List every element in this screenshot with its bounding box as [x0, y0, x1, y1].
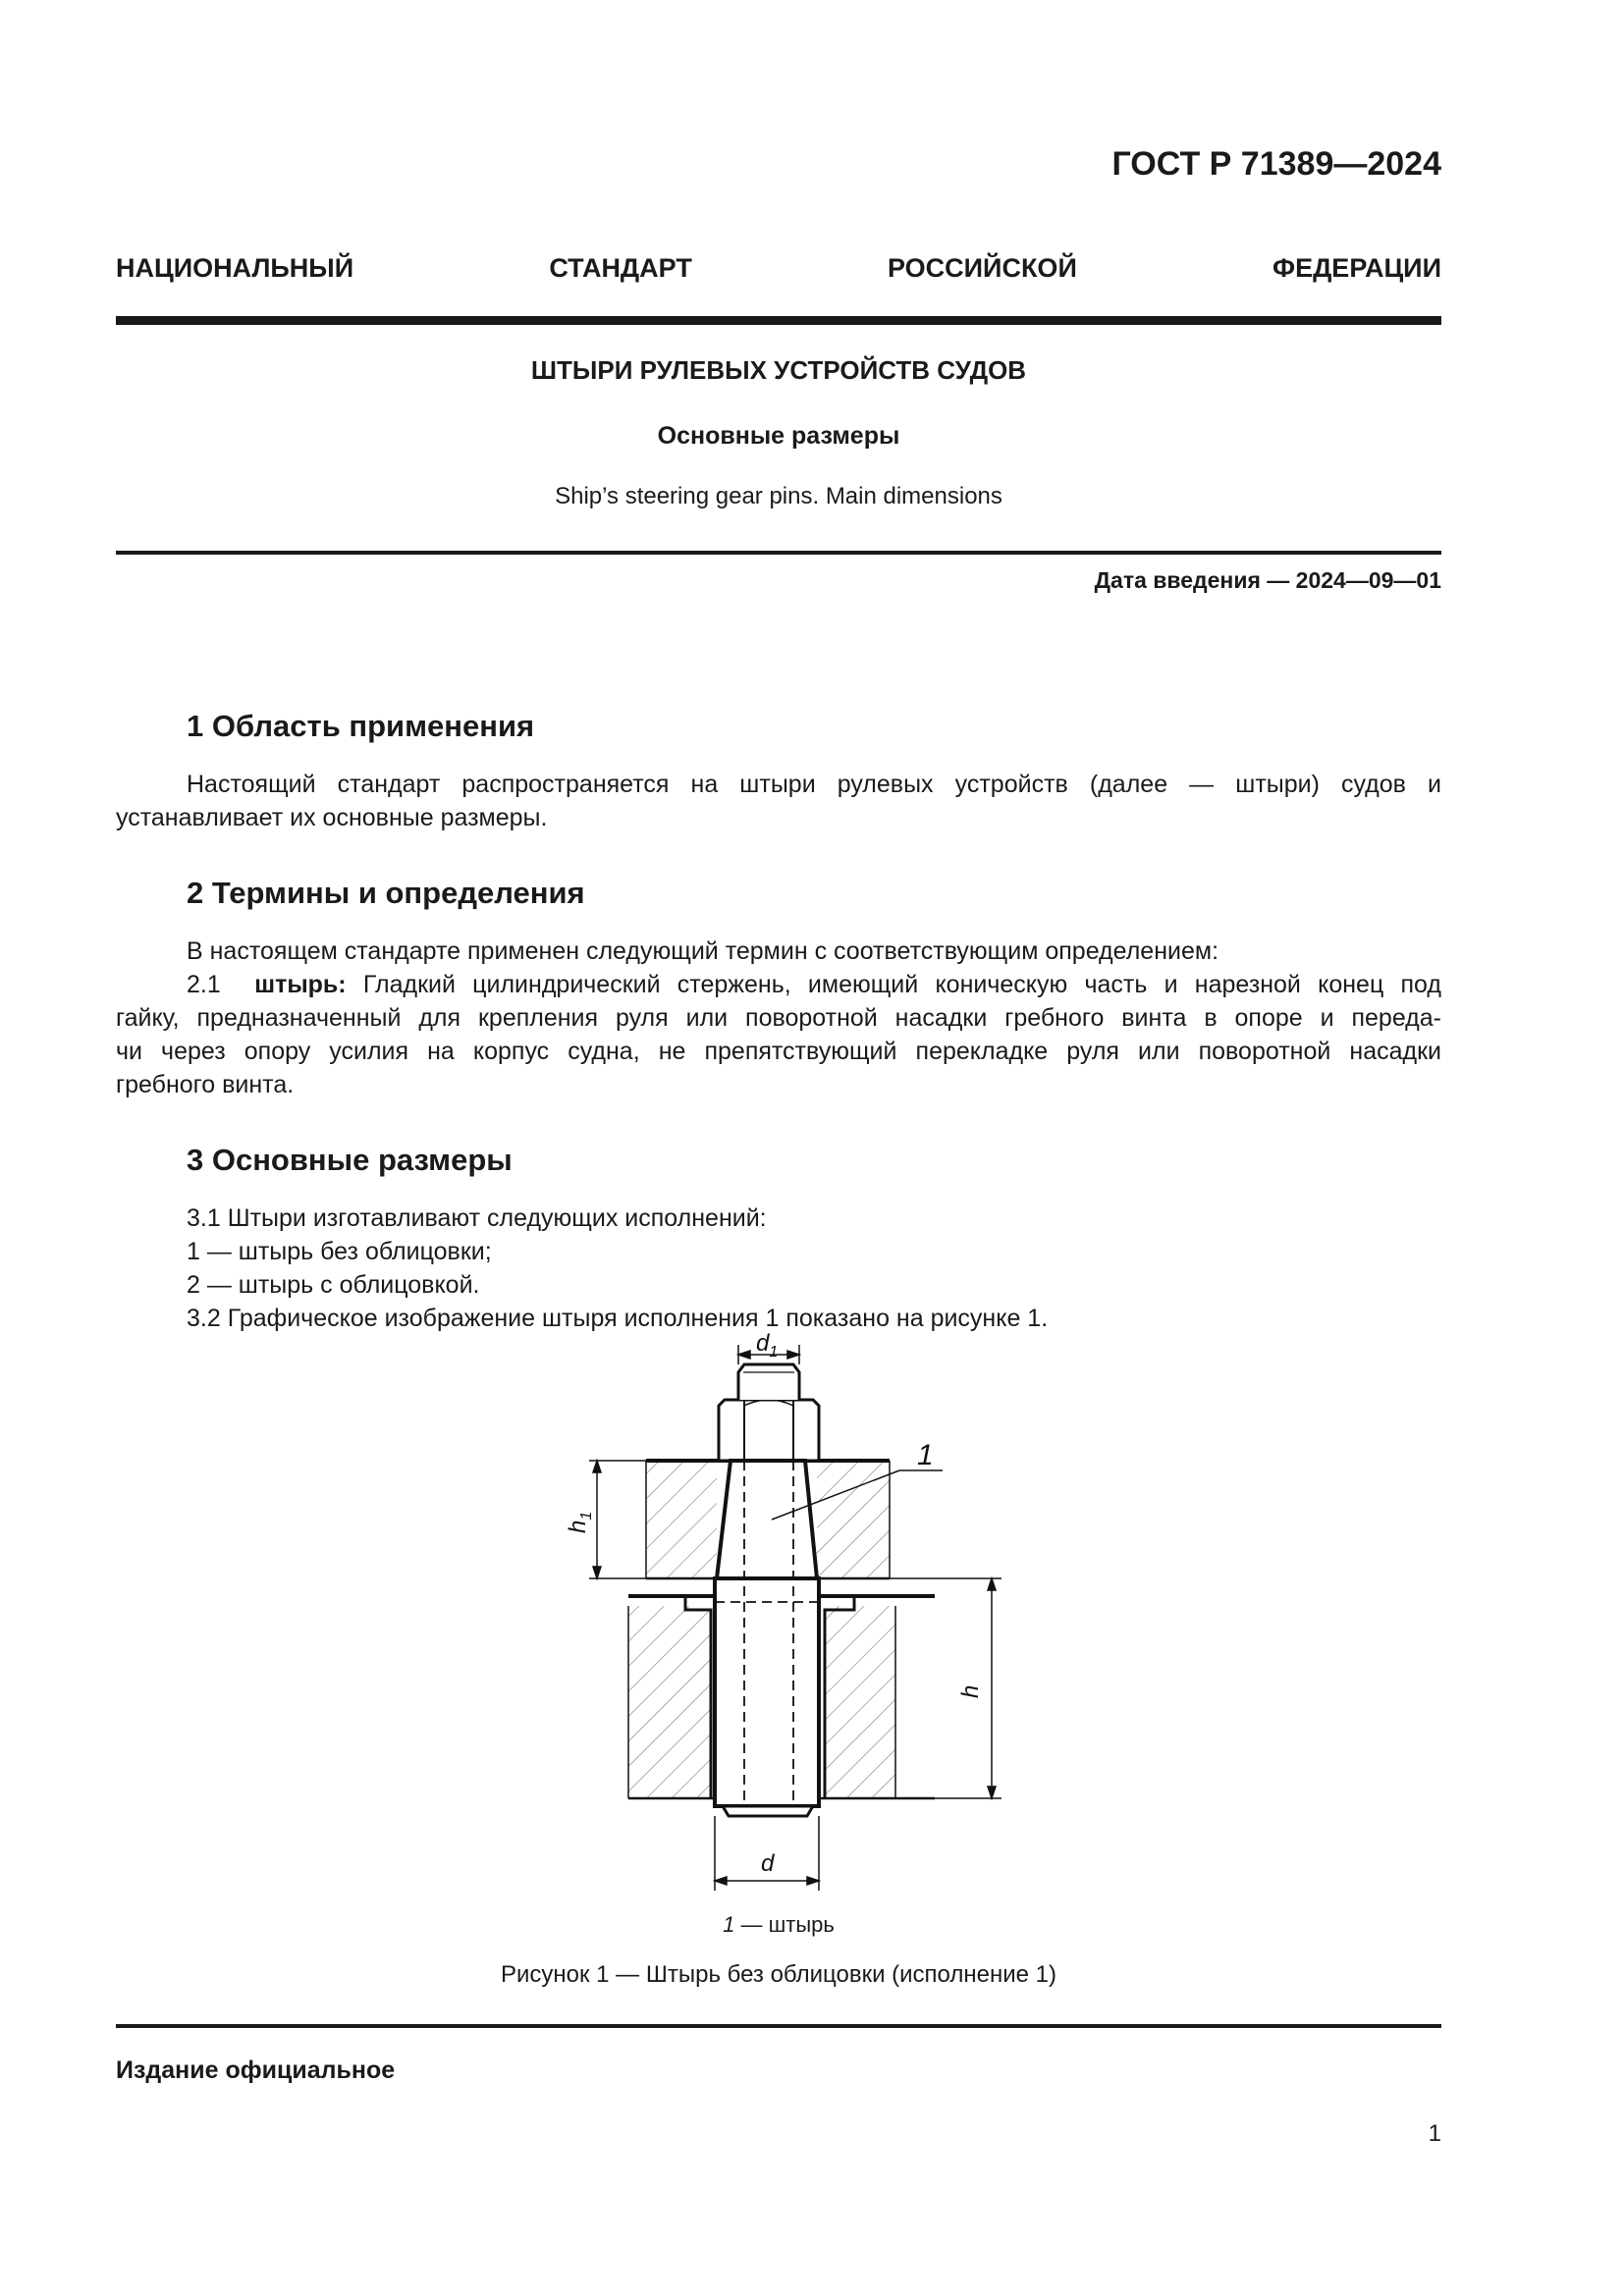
section-3-line-3: 2 — штырь с облицовкой.	[187, 1271, 480, 1299]
dimension-h	[890, 1578, 1001, 1798]
dimension-h1	[589, 1461, 646, 1578]
official-edition-label: Издание официальное	[116, 2056, 396, 2084]
figure-key-number: 1	[723, 1912, 735, 1937]
document-title-english: Ship’s steering gear pins. Main dimensions	[555, 483, 1002, 509]
term-definition-line-2: гайку, предназначенный для крепления руля или поворотной насадки гребного винта в опоре и переда-	[116, 1004, 1441, 1032]
term-definition-line-1	[187, 968, 1441, 1001]
section-2-heading: 2 Термины и определения	[187, 876, 585, 910]
figure-caption: Рисунок 1 — Штырь без облицовки (исполнение 1)	[500, 1961, 1056, 1988]
term: штырь:	[254, 971, 347, 998]
label-d: d	[761, 1850, 775, 1877]
section-1-heading: 1 Область применения	[187, 709, 535, 743]
section-1-text-line-2: устанавливает их основные размеры.	[116, 804, 548, 831]
standard-number: ГОСТ Р 71389—2024	[1111, 145, 1441, 183]
section-3-line-4: 3.2 Графическое изображение штыря исполнения 1 показано на рисунке 1.	[187, 1305, 1049, 1332]
conical-pin-part	[717, 1461, 817, 1578]
section-3-line-2: 1 — штырь без облицовки;	[187, 1238, 492, 1265]
term-definition-start: Гладкий цилиндрический стержень, имеющий коническую часть и нарезной конец под	[362, 971, 1441, 998]
title-rule	[116, 551, 1441, 555]
label-h1: $h_1$	[565, 1511, 595, 1533]
nut	[719, 1400, 819, 1461]
header-rule	[116, 316, 1441, 325]
document-subtitle: Основные размеры	[657, 422, 900, 450]
threaded-end	[738, 1364, 799, 1400]
label-h: h	[957, 1684, 984, 1698]
footer-rule	[116, 2024, 1441, 2028]
section-1-text-line-1: Настоящий стандарт распространяется на штыри рулевых устройств (далее — штыри) судов и	[187, 771, 1441, 798]
page-number: 1	[1428, 2120, 1441, 2147]
section-3-line-1: 3.1 Штыри изготавливают следующих исполнений:	[187, 1204, 767, 1232]
section-3-heading: 3 Основные размеры	[187, 1143, 513, 1177]
term-definition-line-4: гребного винта.	[116, 1071, 295, 1098]
term-definition-line-3: чи через опору усилия на корпус судна, не препятствующий перекладке руля или поворотной насадки	[116, 1038, 1441, 1065]
document-title: ШТЫРИ РУЛЕВЫХ УСТРОЙСТВ СУДОВ	[530, 355, 1027, 385]
introduction-date: Дата введения — 2024—09—01	[1094, 567, 1441, 593]
section-2-intro: В настоящем стандарте применен следующий термин с соответствующим определением:	[187, 937, 1219, 965]
label-d1: $d_1$	[756, 1330, 779, 1361]
figure-key-text: — штырь	[734, 1912, 835, 1937]
term-number: 2.1	[187, 971, 221, 998]
cylindrical-pin-part	[715, 1578, 819, 1816]
figure-key	[116, 1912, 1441, 1938]
callout-number: 1	[917, 1439, 934, 1471]
pin-drawing-figure	[550, 1330, 1080, 1904]
national-standard-banner: НАЦИОНАЛЬНЫЙ СТАНДАРТ РОССИЙСКОЙ ФЕДЕРАЦИИ	[116, 253, 1441, 283]
